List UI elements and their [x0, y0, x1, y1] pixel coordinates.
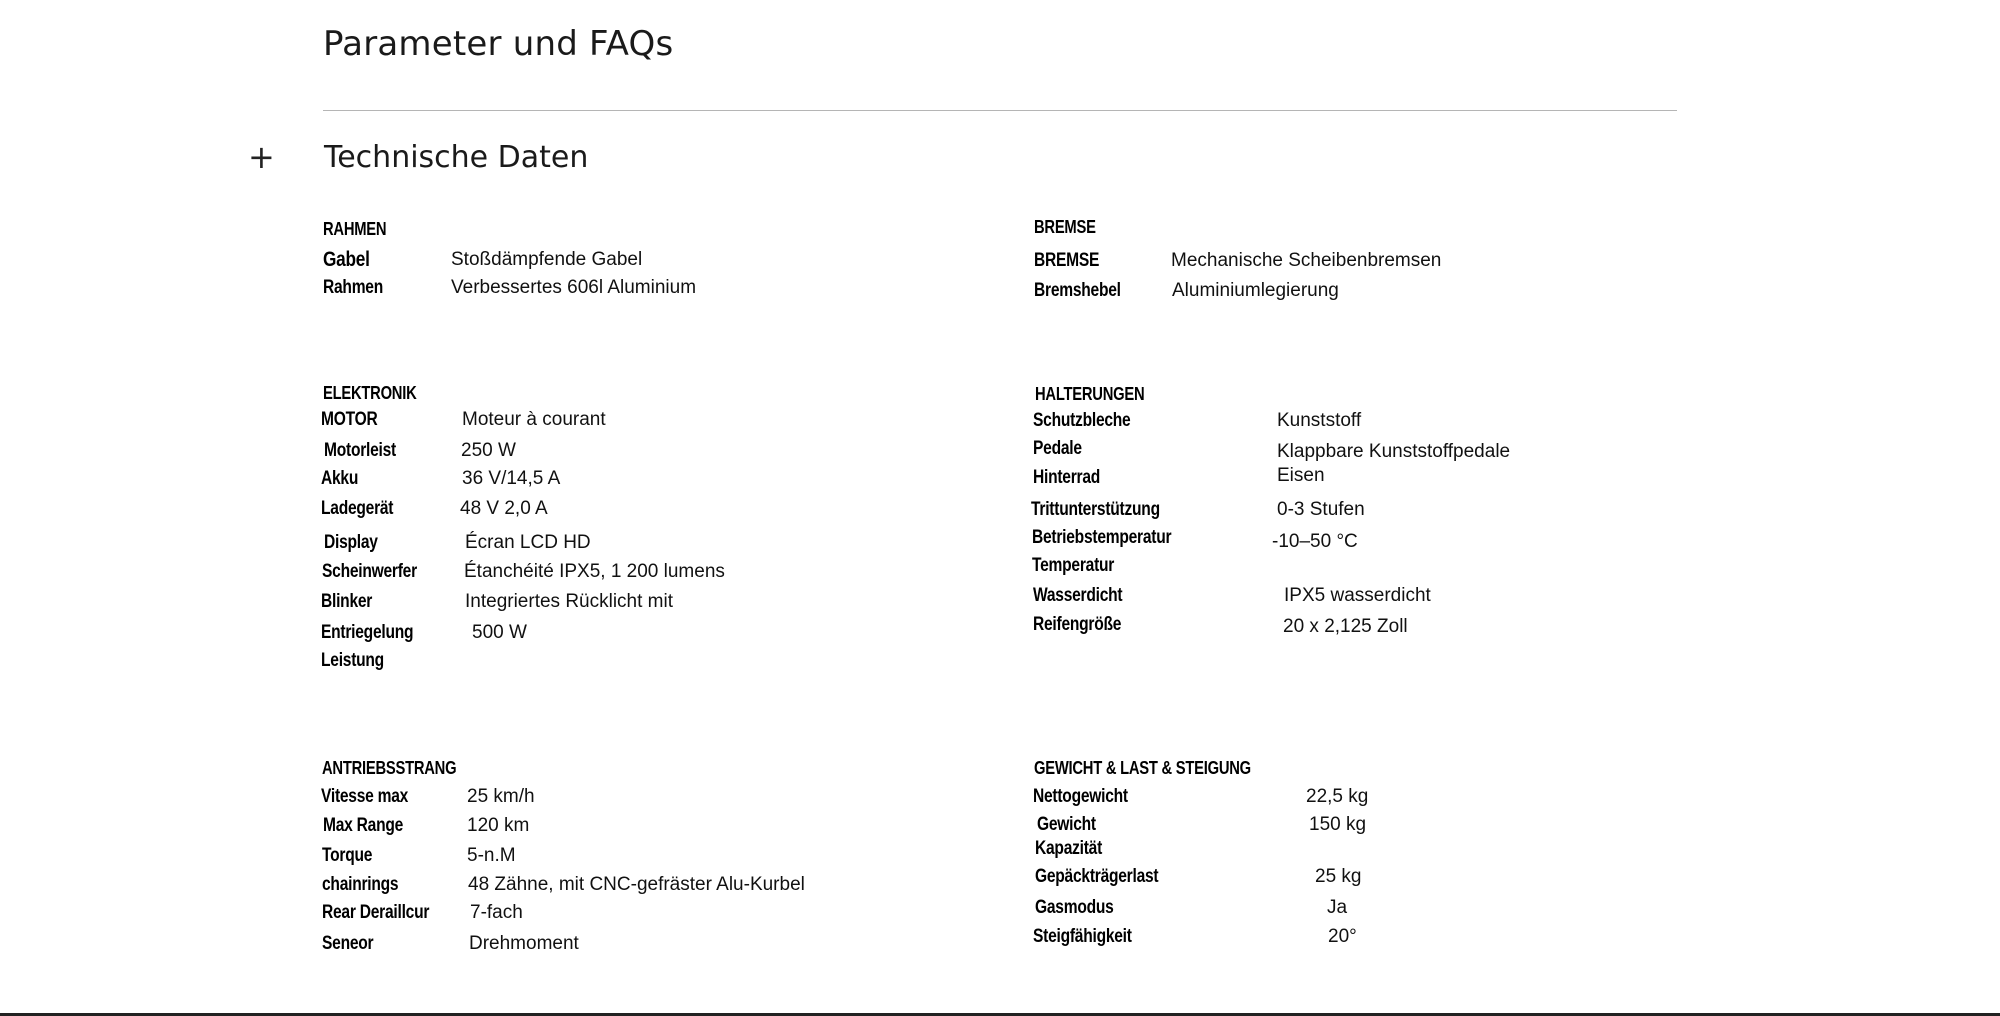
- spec-value: 20 x 2,125 Zoll: [1283, 616, 1408, 637]
- spec-label: BREMSE: [1034, 250, 1100, 271]
- spec-label: Temperatur: [1032, 555, 1115, 576]
- spec-row: [1034, 926, 1674, 955]
- spec-value: 36 V/14,5 A: [462, 468, 561, 489]
- spec-value: Mechanische Scheibenbremsen: [1171, 250, 1442, 271]
- page-title: Parameter und FAQs: [323, 24, 674, 64]
- spec-value: 5-n.M: [467, 845, 516, 866]
- spec-label: chainrings: [322, 874, 399, 895]
- spec-value: 120 km: [467, 815, 530, 836]
- spec-row: [321, 409, 961, 440]
- spec-row: [1034, 897, 1674, 926]
- spec-label: Schutzbleche: [1033, 410, 1131, 431]
- spec-row: [321, 933, 961, 964]
- spec-label: Rear Deraillcur: [322, 902, 430, 923]
- spec-value: Étanchéité IPX5, 1 200 lumens: [464, 561, 725, 582]
- spec-label: Entriegelung: [321, 622, 414, 643]
- block-heading: ANTRIEBSSTRANG: [322, 758, 457, 778]
- spec-block-rahmen: [323, 217, 923, 307]
- spec-row: [1033, 438, 1673, 468]
- block-heading: BREMSE: [1034, 217, 1096, 237]
- spec-value: Verbessertes 606l Aluminium: [451, 277, 697, 298]
- spec-row: [321, 561, 961, 592]
- spec-label: Ladegerät: [321, 498, 394, 519]
- spec-block-halterungen: [1033, 382, 1673, 662]
- spec-value: Moteur à courant: [462, 409, 606, 430]
- spec-value: 25 km/h: [467, 786, 535, 807]
- spec-row: [1034, 280, 1634, 306]
- spec-label: Betriebstemperatur: [1032, 527, 1172, 548]
- spec-value: Drehmoment: [469, 933, 579, 954]
- spec-row: [1033, 499, 1673, 527]
- spec-row: [321, 622, 961, 650]
- spec-label: Seneor: [322, 933, 374, 954]
- spec-label: Trittunterstützung: [1031, 499, 1160, 520]
- spec-row: [321, 815, 961, 846]
- spec-value: 0-3 Stufen: [1277, 499, 1365, 520]
- spec-row: [1033, 614, 1673, 642]
- spec-row: [1033, 467, 1673, 499]
- spec-value: 250 W: [461, 440, 516, 461]
- spec-row: [321, 902, 961, 933]
- spec-value: Stoßdämpfende Gabel: [451, 249, 643, 270]
- spec-row: [1034, 838, 1674, 866]
- spec-value: Kunststoff: [1277, 410, 1362, 431]
- spec-label: Rahmen: [323, 277, 384, 298]
- spec-label: Motorleist: [324, 440, 396, 461]
- spec-row: [321, 845, 961, 874]
- spec-label: Scheinwerfer: [322, 561, 417, 582]
- spec-row: [321, 468, 961, 499]
- spec-value: 25 kg: [1315, 866, 1362, 887]
- spec-value: 20°: [1328, 926, 1357, 947]
- spec-value: Klappbare Kunststoffpedale: [1277, 441, 1511, 462]
- spec-row: [321, 786, 961, 817]
- spec-row: [321, 650, 961, 678]
- spec-row: [1034, 866, 1674, 897]
- spec-label: Gewicht: [1037, 814, 1096, 835]
- spec-label: Gabel: [323, 248, 370, 271]
- spec-row: [1033, 527, 1673, 555]
- spec-label: Gepäckträgerlast: [1035, 866, 1159, 887]
- spec-label: Reifengröße: [1033, 614, 1122, 635]
- spec-row: [321, 532, 961, 563]
- spec-row: [1033, 585, 1673, 614]
- spec-value: 22,5 kg: [1306, 786, 1369, 807]
- spec-label: Max Range: [323, 815, 404, 836]
- block-heading: ELEKTRONIK: [323, 383, 417, 403]
- spec-value: Aluminiumlegierung: [1172, 280, 1339, 301]
- spec-label: Bremshebel: [1034, 280, 1121, 301]
- spec-block-elektronik: [321, 381, 961, 691]
- spec-value: Integriertes Rücklicht mit: [465, 591, 674, 612]
- block-heading: RAHMEN: [323, 219, 387, 239]
- spec-value: 48 Zähne, mit CNC-gefräster Alu-Kurbel: [468, 874, 805, 895]
- spec-label: Hinterrad: [1033, 467, 1101, 488]
- spec-block-bremse: [1034, 215, 1634, 310]
- section-title-technische-daten[interactable]: Technische Daten: [324, 140, 589, 175]
- spec-row: [1034, 786, 1674, 817]
- spec-label: Akku: [321, 468, 359, 489]
- spec-label: Gasmodus: [1035, 897, 1114, 918]
- spec-label: Vitesse max: [321, 786, 409, 807]
- spec-label: Blinker: [321, 591, 373, 612]
- expand-toggle-icon[interactable]: +: [248, 138, 275, 176]
- block-heading: HALTERUNGEN: [1035, 384, 1145, 404]
- spec-block-antriebsstrang: [321, 756, 961, 976]
- spec-value: 150 kg: [1309, 814, 1367, 835]
- spec-row: [321, 440, 961, 471]
- spec-row: [1034, 814, 1674, 841]
- spec-block-gewicht: [1034, 756, 1674, 976]
- spec-row: [321, 591, 961, 622]
- spec-row: [323, 249, 923, 275]
- spec-value: Eisen: [1277, 465, 1325, 486]
- spec-label: Leistung: [321, 650, 384, 671]
- spec-value: 48 V 2,0 A: [460, 498, 548, 519]
- spec-row: [1033, 555, 1673, 585]
- spec-value: 500 W: [472, 622, 527, 643]
- spec-label: Steigfähigkeit: [1033, 926, 1132, 947]
- spec-label: Wasserdicht: [1033, 585, 1123, 606]
- spec-value: IPX5 wasserdicht: [1284, 585, 1431, 606]
- spec-label: Nettogewicht: [1033, 786, 1128, 807]
- spec-label: Pedale: [1033, 438, 1082, 459]
- spec-row: [323, 277, 923, 303]
- spec-row: [321, 874, 961, 905]
- spec-value: Écran LCD HD: [465, 532, 591, 553]
- divider: [323, 110, 1677, 111]
- spec-value: 7-fach: [470, 902, 523, 923]
- spec-row: [1034, 250, 1634, 276]
- spec-label: Display: [324, 532, 378, 553]
- spec-value: -10–50 °C: [1272, 531, 1358, 552]
- spec-label: Kapazität: [1035, 838, 1103, 859]
- spec-row: [1033, 410, 1673, 441]
- spec-row: [321, 498, 961, 529]
- block-heading: GEWICHT & LAST & STEIGUNG: [1034, 758, 1251, 778]
- spec-label: MOTOR: [321, 409, 378, 430]
- spec-label: Torque: [322, 845, 373, 866]
- spec-value: Ja: [1327, 897, 1348, 918]
